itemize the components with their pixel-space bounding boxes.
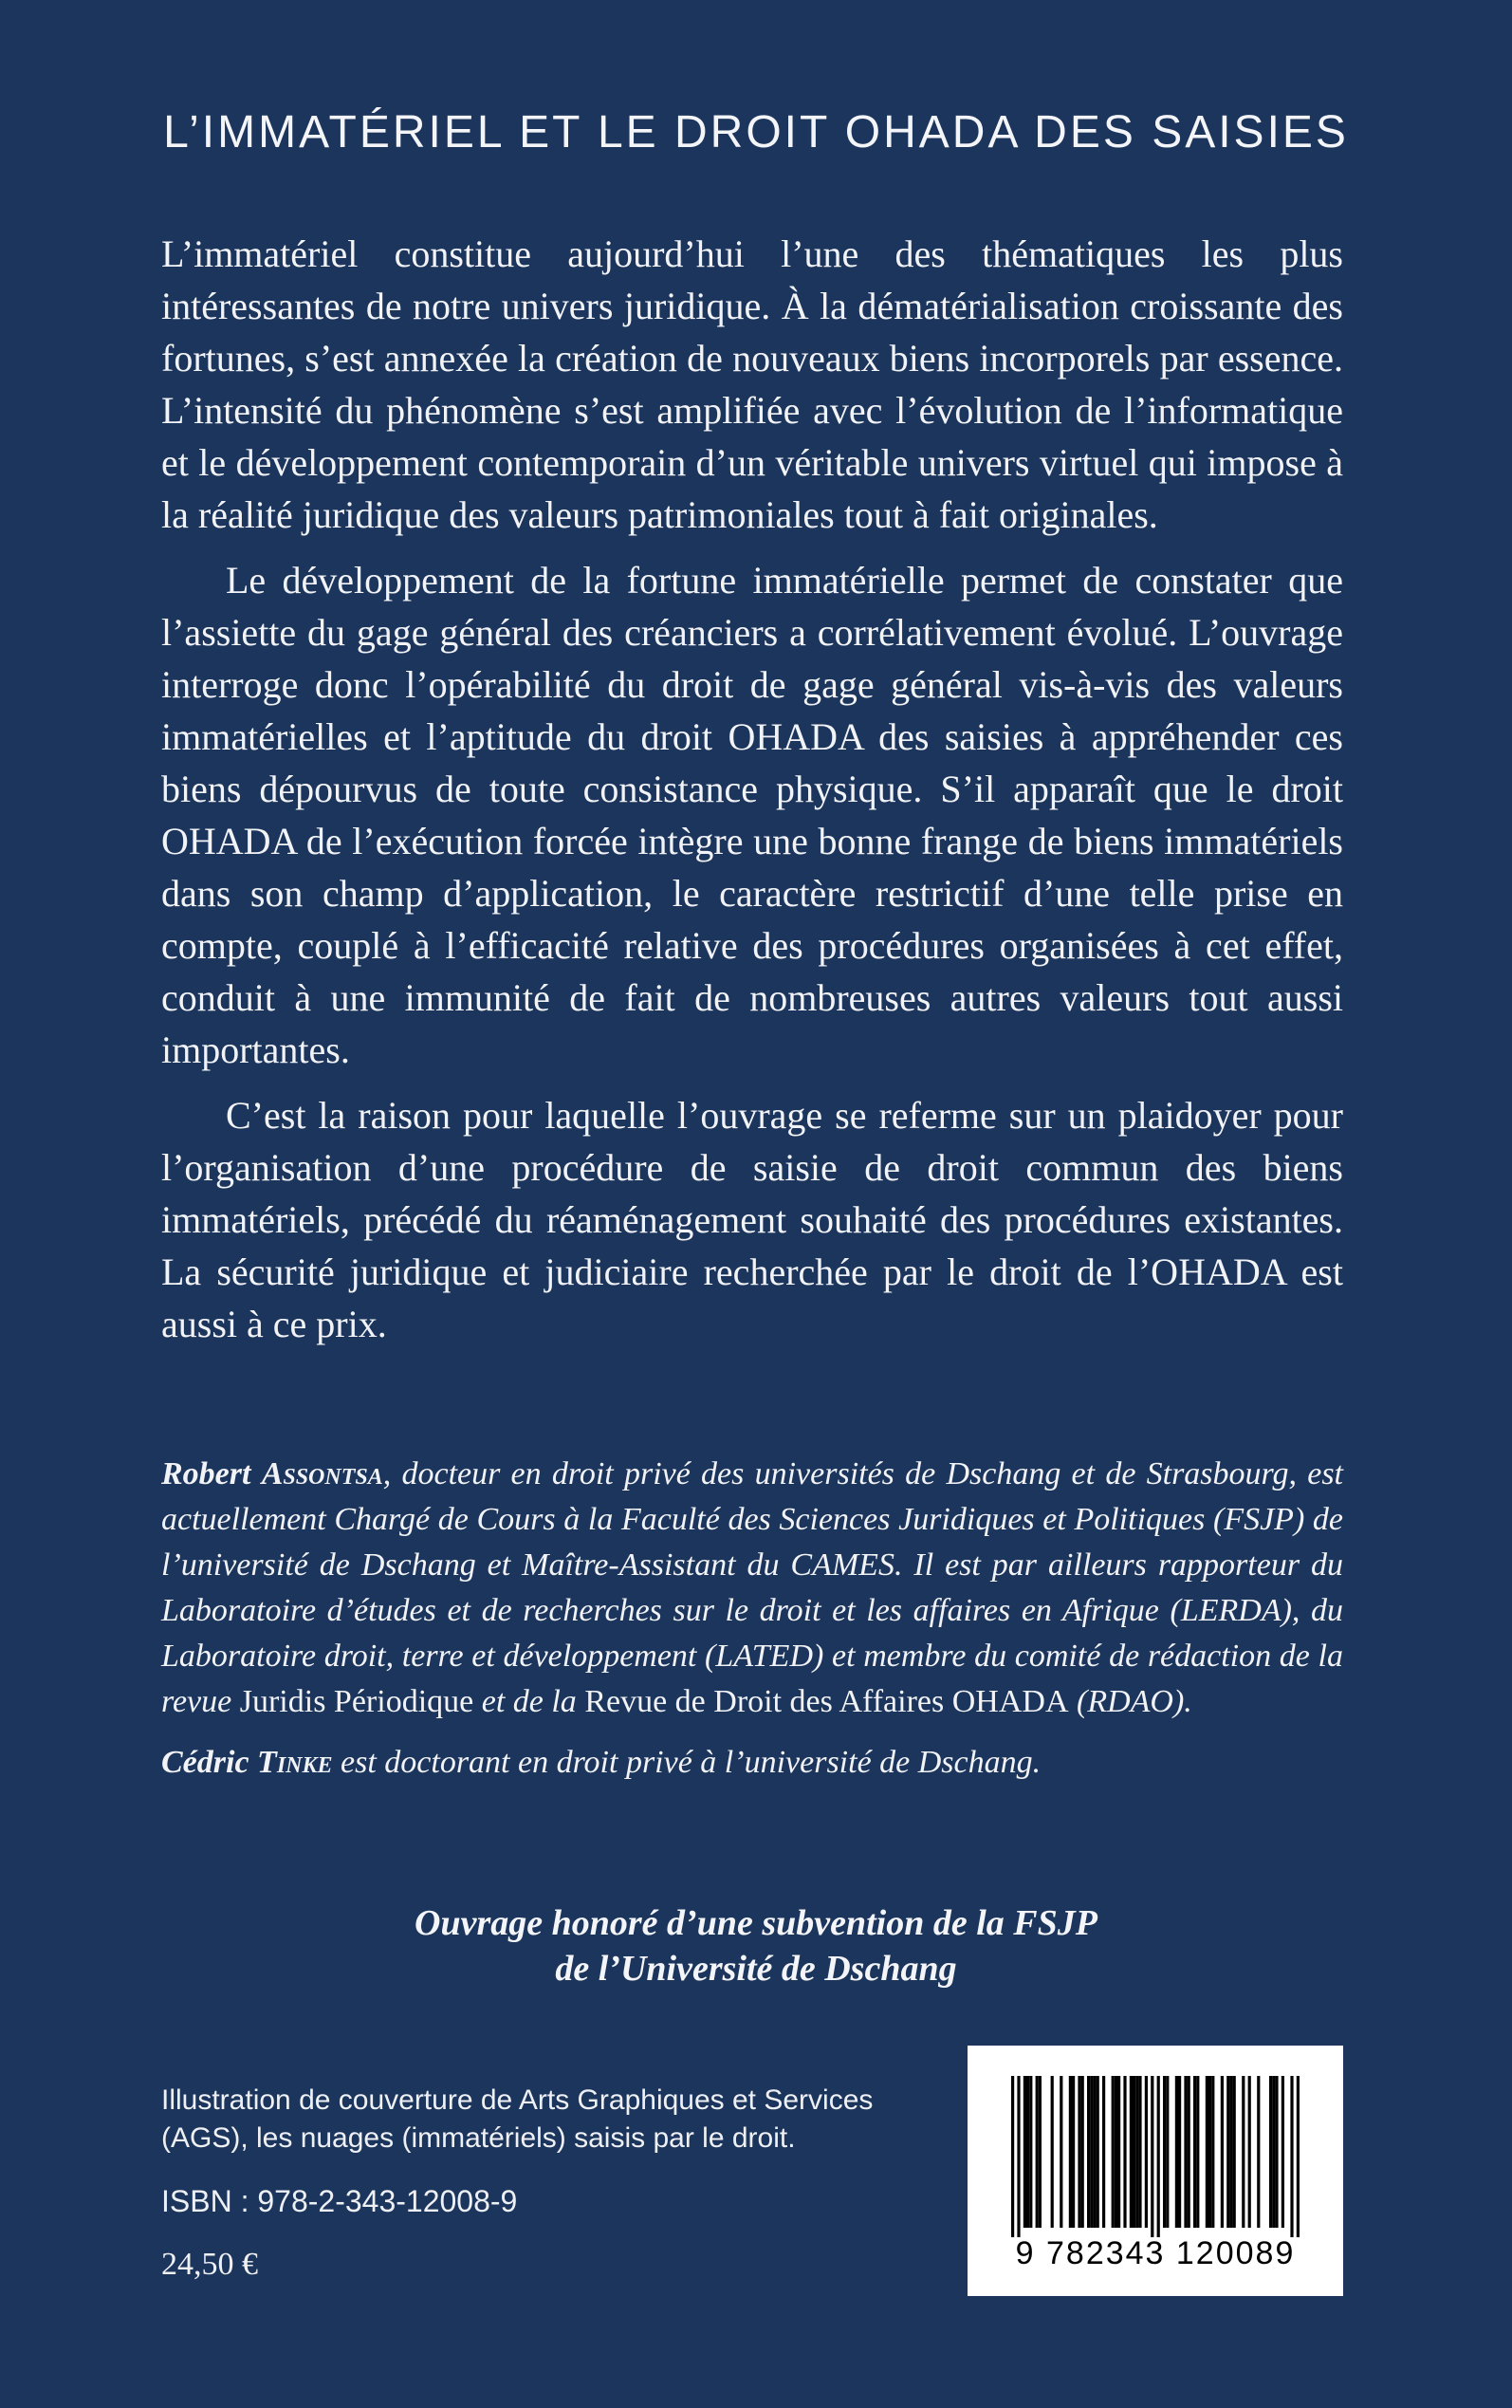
- barcode-bar: [1248, 2076, 1251, 2228]
- author-1-name: [161, 1456, 383, 1491]
- journal-rdao: Revue de Droit des Affaires OHADA: [584, 1684, 1069, 1719]
- barcode-bar: [1123, 2076, 1126, 2228]
- barcode-bar: [1257, 2076, 1260, 2228]
- barcode-bar: [1184, 2076, 1187, 2228]
- grant-line-2: de l’Université de Dschang: [555, 1949, 957, 1989]
- barcode-bar: [1206, 2076, 1208, 2228]
- barcode-bar: [1211, 2076, 1214, 2228]
- barcode-bar: [1133, 2076, 1135, 2228]
- barcode-bar: [1115, 2076, 1117, 2228]
- barcode-bar: [1151, 2076, 1153, 2237]
- author-1-surname: Assontsa: [261, 1456, 383, 1491]
- author-2-name: [161, 1745, 333, 1780]
- grant-notice: [0, 1900, 1512, 1991]
- barcode-bar: [1051, 2076, 1054, 2228]
- barcode-bar: [1193, 2076, 1196, 2228]
- barcode-bar: [1157, 2076, 1160, 2237]
- barcode-bar: [1072, 2076, 1075, 2228]
- barcode-bar: [1017, 2076, 1020, 2237]
- barcode-bar: [1130, 2076, 1133, 2228]
- barcode-bar: [1039, 2076, 1042, 2228]
- author-1-first-name: Robert: [161, 1456, 262, 1491]
- barcode-bar: [1166, 2076, 1169, 2228]
- barcode-bar: [1093, 2076, 1096, 2228]
- author-1-bio-text: , docteur en droit privé des universités de Dschang et de Strasbourg, est actuellement Chargé de Cours à la Faculté des Sciences Juridiques et Politiques (FSJP) de l’université de Dschang et Maître-Assistant du CAMES. Il est par ailleurs rapporteur du Laboratoire d’études et de recherches sur le droit et les affaires en Afrique (LERDA), du Laboratoire droit, terre et développement (LATED) et membre du comité de rédaction de la revue: [161, 1456, 1344, 1719]
- author-2-first-name: Cédric: [161, 1745, 258, 1780]
- barcode-bar: [1081, 2076, 1084, 2228]
- barcode-bar: [1029, 2076, 1032, 2228]
- barcode-bar: [1275, 2076, 1278, 2228]
- barcode-bar: [1060, 2076, 1062, 2228]
- barcode-bar: [1138, 2076, 1141, 2228]
- barcode-bar: [1102, 2076, 1105, 2228]
- author-bios: [161, 1452, 1343, 1801]
- barcode-bar: [1196, 2076, 1199, 2228]
- barcode-bar: [1097, 2076, 1099, 2228]
- barcode-bar: [1226, 2076, 1229, 2228]
- summary: [161, 228, 1343, 1363]
- author-2-surname: Tinke: [257, 1745, 333, 1780]
- author-2-bio-text: est doctorant en droit privé à l’université de Dschang.: [332, 1745, 1042, 1780]
- barcode-bar: [1221, 2076, 1224, 2228]
- author-bio-2: [161, 1740, 1343, 1786]
- barcode-bar: [1135, 2076, 1138, 2228]
- price: 24,50 €: [161, 2247, 258, 2282]
- barcode-bar: [1090, 2076, 1093, 2228]
- barcode-bar: [1011, 2076, 1014, 2237]
- barcode-bar: [1145, 2076, 1148, 2228]
- grant-line-1: Ouvrage honoré d’une subvention de la FSJP: [415, 1903, 1097, 1943]
- barcode-bar: [1069, 2076, 1072, 2228]
- barcode-bar: [1233, 2076, 1236, 2228]
- summary-paragraph-3: C’est la raison pour laquelle l’ouvrage se referme sur un plaidoyer pour l’organisation d’une procédure de saisie de droit commun des biens immatériels, précédé du réaménagement souhaité des procédures existantes. La sécurité juridique et judiciaire recherchée par le droit de l’OHADA est aussi à ce prix.: [161, 1094, 1343, 1345]
- author-1-bio-text-c: (RDAO).: [1068, 1684, 1192, 1719]
- author-1-bio-text-b: et de la: [473, 1684, 585, 1719]
- illustration-credit: Illustration de couverture de Arts Graphiques et Services (AGS), les nuages (immatériels) saisis par le droit.: [161, 2084, 874, 2154]
- barcode-bar: [1175, 2076, 1178, 2228]
- barcode-bar: [1163, 2076, 1166, 2228]
- barcode-bar: [1117, 2076, 1120, 2228]
- barcode-bar: [1297, 2076, 1300, 2237]
- summary-paragraph-2: Le développement de la fortune immatérielle permet de constater que l’assiette du gage général des créanciers a corrélativement évolué. L’ouvrage interroge donc l’opérabilité du droit de gage général vis-à-vis des valeurs immatérielles et l’aptitude du droit OHADA des saisies à appréhender ces biens dépourvus de toute consistance physique. S’il apparaît que le droit OHADA de l’exécution forcée intègre une bonne frange de biens immatériels dans son champ d’application, le caractère restrictif d’une telle prise en compte, couplé à l’efficacité relative des procédures organisées à cet effet, conduit à une immunité de fait de nombreuses autres valeurs tout aussi importantes.: [161, 559, 1343, 1071]
- journal-juridis: Juridis Périodique: [239, 1684, 474, 1719]
- barcode-bar: [1178, 2076, 1181, 2228]
- barcode-bar: [1272, 2076, 1275, 2228]
- author-bio-1: [161, 1452, 1343, 1725]
- barcode-bar: [1112, 2076, 1115, 2228]
- barcode-bar: [1290, 2076, 1293, 2237]
- barcode-number: 9 782343 120089: [1015, 2235, 1296, 2271]
- barcode-bar: [1282, 2076, 1284, 2228]
- barcode-bar: [1188, 2076, 1190, 2228]
- barcode-bar: [1269, 2076, 1272, 2228]
- barcode-bar: [1078, 2076, 1080, 2228]
- barcode-bar: [1026, 2076, 1029, 2228]
- barcode-bar: [1036, 2076, 1039, 2228]
- barcode-bar: [1208, 2076, 1211, 2228]
- summary-paragraph-1: L’immatériel constitue aujourd’hui l’une des thématiques les plus intéressantes de notre univers juridique. À la dématérialisation croissante des fortunes, s’est annexée la création de nouveaux biens incorporels par essence. L’intensité du phénomène s’est amplifiée avec l’évolution de l’informatique et le développement contemporain d’un véritable univers virtuel qui impose à la réalité juridique des valeurs patrimoniales tout à fait originales.: [161, 232, 1343, 536]
- barcode-bar: [1023, 2076, 1026, 2228]
- barcode-bar: [1087, 2076, 1090, 2228]
- barcode-bar: [1229, 2076, 1232, 2228]
- book-title: L’IMMATÉRIEL ET LE DROIT OHADA DES SAISIES: [163, 107, 1349, 157]
- barcode: [968, 2046, 1343, 2296]
- isbn: ISBN : 978-2-343-12008-9: [161, 2184, 518, 2218]
- barcode-bar: [1242, 2076, 1245, 2228]
